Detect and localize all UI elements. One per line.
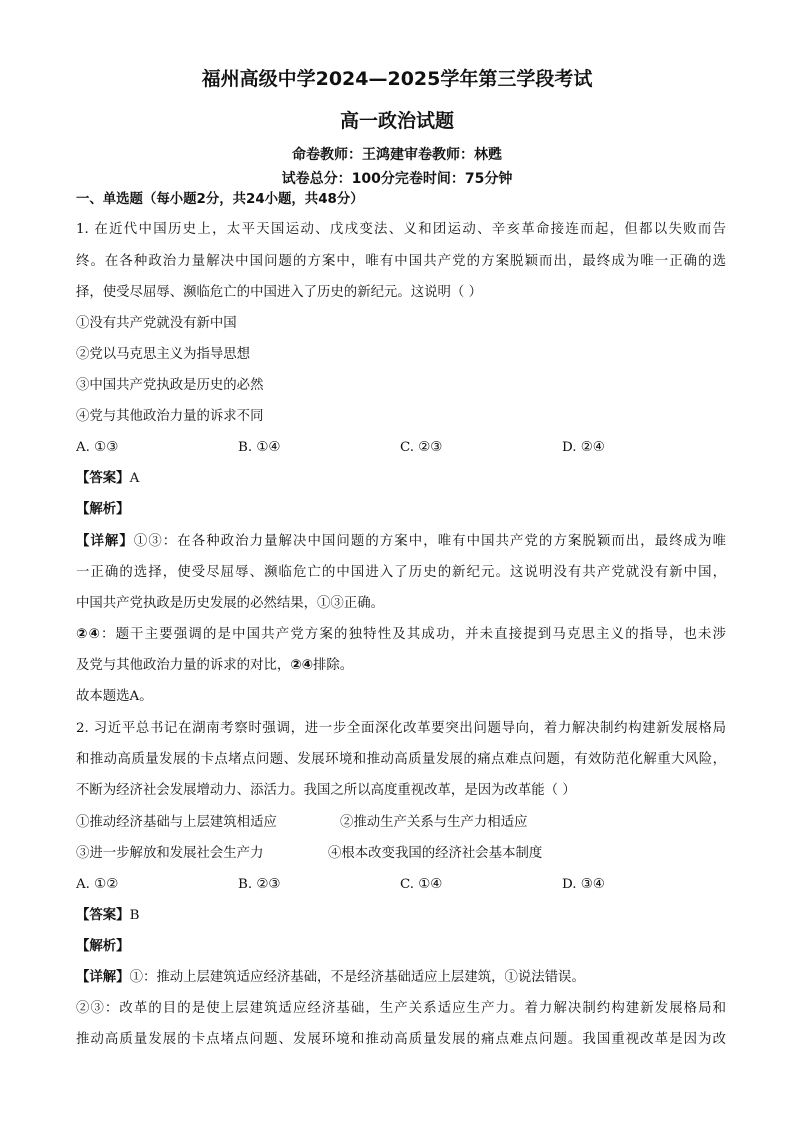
q2-item: ①推动经济基础与上层建筑相适应 [76, 815, 277, 830]
q1-detail-line: 一正确的选择，使受尽屈辱、濒临危亡的中国进入了历史的新纪元。这说明没有共产党就没有新中国， [76, 565, 726, 580]
score-time-line: 试卷总分：100分完卷时间：75分钟 [281, 171, 513, 187]
q1-option-d: D. ②④ [562, 440, 605, 455]
circled-mark: ②④ [76, 627, 102, 642]
q1-detail-line: ②④：题干主要强调的是中国共产党方案的独特性及其成功，并未直接提到马克思主义的指导，也未涉 [76, 627, 726, 642]
answer-value: B [129, 908, 140, 923]
q1-detail-line: 【详解】①③：在各种政治力量解决中国问题的方案中，唯有中国共产党的方案脱颖而出，最终成为唯 [76, 534, 726, 549]
exam-subtitle: 高一政治试题 [339, 110, 454, 132]
detail-tag: 【详解】 [76, 534, 134, 549]
section-heading: 一、单选题（每小题2分，共24小题，共48分） [76, 192, 364, 207]
detail-tag: 【详解】 [76, 970, 130, 985]
q2-items-row [76, 844, 726, 864]
q1-stem-line: 终。在各种政治力量解决中国问题的方案中，唯有中国共产党的方案脱颖而出，最终成为唯一正确的选 [76, 254, 726, 269]
q2-option-c: C. ①④ [400, 877, 443, 892]
q2-stem-line: 和推动高质量发展的卡点堵点问题、发展环境和推动高质量发展的痛点难点问题，有效防范化解重大风险， [76, 752, 726, 767]
q2-item: ④根本改变我国的经济社会基本制度 [328, 846, 543, 861]
q1-analysis-tag: 【解析】 [76, 502, 130, 517]
q2-stem-line: 2. 习近平总书记在湖南考察时强调，进一步全面深化改革要突出问题导向，着力解决制约构建新发展格局 [76, 721, 726, 736]
q2-detail-line: ②③：改革的目的是使上层建筑适应经济基础，生产关系适应生产力。着力解决制约构建新发展格局和 [76, 1001, 726, 1016]
q1-item: ①没有共产党就没有新中国 [76, 316, 237, 331]
q2-answer [76, 906, 726, 926]
answer-tag: 【答案】 [76, 908, 130, 923]
q2-analysis-tag: 【解析】 [76, 939, 130, 954]
q2-item: ②推动生产关系与生产力相适应 [340, 815, 528, 830]
answer-tag: 【答案】 [76, 471, 130, 486]
q1-option-a: A. ①③ [76, 440, 119, 455]
q1-options [76, 438, 726, 458]
q1-option-c: C. ②③ [400, 440, 443, 455]
q2-option-d: D. ③④ [562, 877, 605, 892]
q1-item: ②党以马克思主义为指导思想 [76, 347, 251, 362]
q1-stem-line: 择，使受尽屈辱、濒临危亡的中国进入了历史的新纪元。这说明（ ） [76, 285, 482, 300]
circled-mark: ②④ [290, 658, 313, 673]
q2-detail-line: 【详解】①：推动上层建筑适应经济基础，不是经济基础适应上层建筑，①说法错误。 [76, 970, 585, 985]
q2-option-a: A. ①② [76, 877, 119, 892]
q1-answer [76, 469, 726, 489]
exam-title: 福州高级中学2024—2025学年第三学段考试 [201, 68, 593, 90]
q1-item: ③中国共产党执政是历史的必然 [76, 378, 264, 393]
q2-item: ③进一步解放和发展社会生产力 [76, 846, 264, 861]
teachers-line: 命卷教师：王鸿建审卷教师：林甦 [292, 147, 502, 163]
q1-stem-line: 1. 在近代中国历史上，太平天国运动、戊戌变法、义和团运动、辛亥革命接连而起，但都以失败而告 [76, 222, 726, 237]
q1-detail-line: 及党与其他政治力量的诉求的对比，②④排除。 [76, 658, 354, 673]
q2-stem-line: 不断为经济社会发展增动力、添活力。我国之所以高度重视改革，是因为改革能（ ） [76, 783, 576, 798]
q2-option-b: B. ②③ [238, 877, 281, 892]
q2-items-row [76, 813, 726, 833]
q1-item: ④党与其他政治力量的诉求不同 [76, 409, 264, 424]
q1-conclusion: 故本题选A。 [76, 689, 153, 704]
answer-value: A [129, 471, 140, 486]
q1-option-b: B. ①④ [238, 440, 281, 455]
q1-detail-line: 中国共产党执政是历史发展的必然结果，①③正确。 [76, 596, 384, 611]
q2-detail-line: 推动高质量发展的卡点堵点问题、发展环境和推动高质量发展的痛点难点问题。我国重视改革是因为改 [76, 1032, 726, 1047]
q2-options [76, 875, 726, 895]
